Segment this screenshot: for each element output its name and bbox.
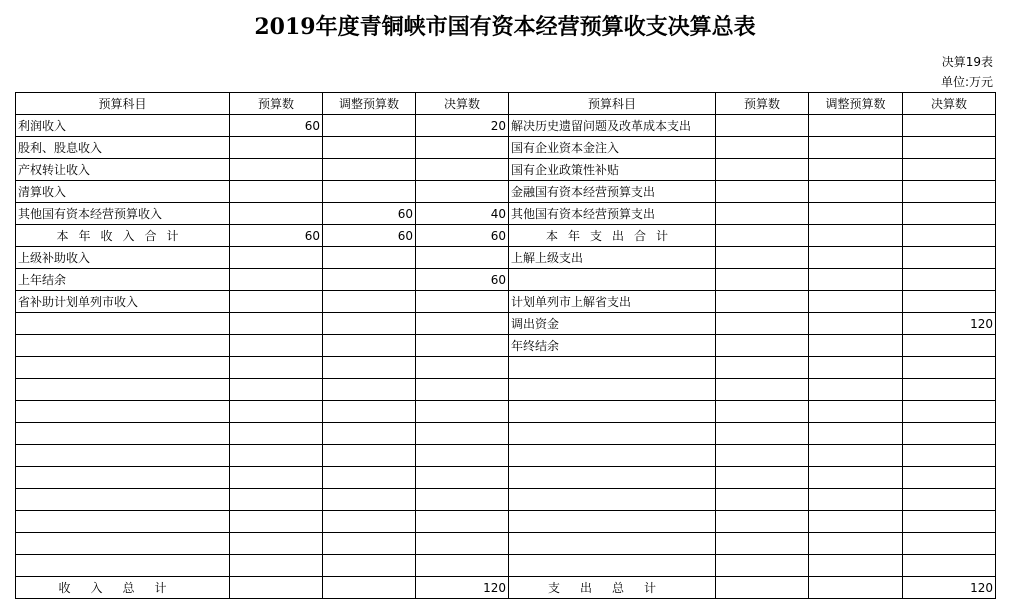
cell-expense-subject: 其他国有资本经营预算支出 <box>509 203 716 225</box>
cell-income-subject: 上年结余 <box>16 269 230 291</box>
cell-income-budget <box>230 423 323 445</box>
cell-income-budget <box>230 401 323 423</box>
cell-income-budget: 60 <box>230 225 323 247</box>
cell-expense-adjusted <box>809 137 903 159</box>
cell-income-adjusted <box>323 511 416 533</box>
cell-income-subject: 其他国有资本经营预算收入 <box>16 203 230 225</box>
cell-expense-final <box>903 357 996 379</box>
cell-expense-subject: 国有企业政策性补贴 <box>509 159 716 181</box>
cell-income-budget <box>230 467 323 489</box>
cell-income-final <box>416 357 509 379</box>
cell-expense-budget <box>716 181 809 203</box>
cell-expense-adjusted <box>809 401 903 423</box>
cell-expense-subject: 年终结余 <box>509 335 716 357</box>
header-expense-budget: 预算数 <box>716 93 809 115</box>
cell-expense-final <box>903 115 996 137</box>
cell-expense-final: 120 <box>903 577 996 599</box>
cell-expense-final <box>903 533 996 555</box>
cell-income-budget <box>230 511 323 533</box>
table-row <box>16 577 996 599</box>
cell-income-adjusted <box>323 137 416 159</box>
cell-income-final: 120 <box>416 577 509 599</box>
cell-income-adjusted <box>323 357 416 379</box>
cell-income-adjusted <box>323 379 416 401</box>
table-row <box>16 445 996 467</box>
cell-income-adjusted <box>323 555 416 577</box>
cell-income-adjusted <box>323 335 416 357</box>
cell-expense-adjusted <box>809 379 903 401</box>
cell-income-budget <box>230 159 323 181</box>
cell-expense-final <box>903 401 996 423</box>
cell-expense-adjusted <box>809 115 903 137</box>
cell-income-budget <box>230 137 323 159</box>
cell-expense-subject <box>509 489 716 511</box>
cell-income-subject: 股利、股息收入 <box>16 137 230 159</box>
cell-income-budget <box>230 313 323 335</box>
table-row <box>16 225 996 247</box>
cell-expense-adjusted <box>809 313 903 335</box>
cell-income-budget <box>230 335 323 357</box>
header-income-subject: 预算科目 <box>16 93 230 115</box>
cell-income-final <box>416 181 509 203</box>
cell-expense-subject: 上解上级支出 <box>509 247 716 269</box>
table-row <box>16 401 996 423</box>
cell-income-final <box>416 467 509 489</box>
cell-expense-budget <box>716 335 809 357</box>
cell-income-subject: 上级补助收入 <box>16 247 230 269</box>
table-row <box>16 137 996 159</box>
cell-expense-final <box>903 181 996 203</box>
cell-expense-final <box>903 379 996 401</box>
cell-expense-adjusted <box>809 467 903 489</box>
cell-expense-budget <box>716 401 809 423</box>
cell-income-adjusted <box>323 247 416 269</box>
cell-expense-subject <box>509 555 716 577</box>
cell-expense-budget <box>716 555 809 577</box>
cell-expense-adjusted <box>809 335 903 357</box>
table-row <box>16 313 996 335</box>
cell-expense-subject <box>509 445 716 467</box>
cell-income-budget <box>230 181 323 203</box>
cell-income-final <box>416 445 509 467</box>
cell-expense-final <box>903 269 996 291</box>
table-row <box>16 181 996 203</box>
cell-income-final <box>416 291 509 313</box>
table-row <box>16 115 996 137</box>
cell-income-final <box>416 401 509 423</box>
cell-expense-subject: 解决历史遗留问题及改革成本支出 <box>509 115 716 137</box>
cell-expense-adjusted <box>809 247 903 269</box>
cell-income-budget <box>230 577 323 599</box>
cell-expense-adjusted <box>809 533 903 555</box>
header-income-final: 决算数 <box>416 93 509 115</box>
header-expense-subject: 预算科目 <box>509 93 716 115</box>
table-row <box>16 423 996 445</box>
cell-income-adjusted <box>323 489 416 511</box>
cell-income-adjusted: 60 <box>323 225 416 247</box>
cell-income-final <box>416 555 509 577</box>
unit-label: 单位:万元 <box>940 75 993 89</box>
cell-expense-budget <box>716 379 809 401</box>
cell-expense-final <box>903 511 996 533</box>
cell-income-subject <box>16 357 230 379</box>
cell-income-final <box>416 379 509 401</box>
cell-income-budget <box>230 555 323 577</box>
cell-income-adjusted <box>323 115 416 137</box>
cell-income-final: 40 <box>416 203 509 225</box>
cell-expense-subject: 调出资金 <box>509 313 716 335</box>
cell-income-subject <box>16 423 230 445</box>
cell-expense-subject <box>509 401 716 423</box>
cell-expense-budget <box>716 511 809 533</box>
cell-expense-budget <box>716 489 809 511</box>
cell-income-final <box>416 313 509 335</box>
table-row <box>16 291 996 313</box>
cell-expense-budget <box>716 115 809 137</box>
cell-expense-subject <box>509 269 716 291</box>
cell-expense-subject: 本年支出合计 <box>509 225 716 247</box>
cell-expense-budget <box>716 269 809 291</box>
cell-expense-budget <box>716 357 809 379</box>
cell-expense-adjusted <box>809 555 903 577</box>
table-row <box>16 533 996 555</box>
table-row <box>16 379 996 401</box>
cell-income-subject <box>16 467 230 489</box>
table-row <box>16 467 996 489</box>
cell-expense-budget <box>716 423 809 445</box>
cell-expense-subject <box>509 511 716 533</box>
cell-income-adjusted <box>323 159 416 181</box>
cell-expense-adjusted <box>809 445 903 467</box>
cell-income-budget <box>230 247 323 269</box>
cell-expense-adjusted <box>809 357 903 379</box>
cell-expense-budget <box>716 577 809 599</box>
cell-income-subject <box>16 335 230 357</box>
table-row <box>16 511 996 533</box>
cell-income-adjusted <box>323 269 416 291</box>
cell-income-budget <box>230 379 323 401</box>
cell-income-final <box>416 137 509 159</box>
table-code: 决算19表 <box>941 55 993 69</box>
table-row <box>16 357 996 379</box>
header-income-adjusted: 调整预算数 <box>323 93 416 115</box>
cell-income-subject <box>16 401 230 423</box>
cell-income-final: 20 <box>416 115 509 137</box>
cell-expense-subject <box>509 533 716 555</box>
cell-income-budget <box>230 489 323 511</box>
cell-income-subject: 省补助计划单列市收入 <box>16 291 230 313</box>
cell-expense-adjusted <box>809 203 903 225</box>
cell-expense-budget <box>716 137 809 159</box>
cell-income-adjusted <box>323 291 416 313</box>
cell-income-subject <box>16 555 230 577</box>
cell-expense-adjusted <box>809 577 903 599</box>
cell-income-subject: 产权转让收入 <box>16 159 230 181</box>
cell-income-subject <box>16 511 230 533</box>
cell-expense-subject <box>509 467 716 489</box>
cell-income-subject: 本年收入合计 <box>16 225 230 247</box>
cell-expense-adjusted <box>809 423 903 445</box>
cell-income-budget <box>230 357 323 379</box>
cell-income-subject <box>16 533 230 555</box>
table-row <box>16 269 996 291</box>
cell-expense-final: 120 <box>903 313 996 335</box>
cell-income-subject: 收入总计 <box>16 577 230 599</box>
cell-income-budget <box>230 445 323 467</box>
cell-income-budget <box>230 533 323 555</box>
cell-income-adjusted: 60 <box>323 203 416 225</box>
cell-income-final <box>416 335 509 357</box>
cell-expense-budget <box>716 467 809 489</box>
cell-expense-subject: 计划单列市上解省支出 <box>509 291 716 313</box>
table-row <box>16 247 996 269</box>
cell-expense-final <box>903 423 996 445</box>
cell-income-subject <box>16 489 230 511</box>
cell-expense-final <box>903 555 996 577</box>
cell-expense-budget <box>716 247 809 269</box>
cell-expense-subject: 金融国有资本经营预算支出 <box>509 181 716 203</box>
cell-expense-budget <box>716 203 809 225</box>
page-title: 2019年度青铜峡市国有资本经营预算收支决算总表 <box>254 14 756 40</box>
cell-income-budget <box>230 291 323 313</box>
cell-expense-final <box>903 225 996 247</box>
budget-table <box>15 92 996 599</box>
cell-income-final: 60 <box>416 225 509 247</box>
cell-expense-budget <box>716 291 809 313</box>
cell-income-final <box>416 247 509 269</box>
cell-expense-adjusted <box>809 489 903 511</box>
cell-income-final: 60 <box>416 269 509 291</box>
cell-expense-adjusted <box>809 291 903 313</box>
cell-income-final <box>416 489 509 511</box>
cell-expense-adjusted <box>809 225 903 247</box>
cell-income-adjusted <box>323 533 416 555</box>
cell-expense-budget <box>716 313 809 335</box>
cell-income-subject <box>16 313 230 335</box>
cell-expense-budget <box>716 225 809 247</box>
cell-income-adjusted <box>323 445 416 467</box>
cell-expense-final <box>903 489 996 511</box>
cell-expense-budget <box>716 533 809 555</box>
cell-expense-final <box>903 445 996 467</box>
header-expense-adjusted: 调整预算数 <box>809 93 903 115</box>
cell-income-budget <box>230 203 323 225</box>
cell-income-final <box>416 159 509 181</box>
cell-income-final <box>416 533 509 555</box>
cell-income-adjusted <box>323 401 416 423</box>
header-row <box>16 93 996 115</box>
table-row <box>16 203 996 225</box>
header-expense-final: 决算数 <box>903 93 996 115</box>
cell-expense-final <box>903 247 996 269</box>
cell-expense-final <box>903 291 996 313</box>
cell-income-subject: 利润收入 <box>16 115 230 137</box>
cell-income-final <box>416 423 509 445</box>
cell-income-adjusted <box>323 181 416 203</box>
cell-expense-budget <box>716 445 809 467</box>
cell-income-budget: 60 <box>230 115 323 137</box>
cell-expense-adjusted <box>809 269 903 291</box>
cell-expense-subject <box>509 357 716 379</box>
cell-expense-final <box>903 203 996 225</box>
cell-income-adjusted <box>323 313 416 335</box>
cell-expense-final <box>903 335 996 357</box>
cell-income-final <box>416 511 509 533</box>
cell-expense-subject: 国有企业资本金注入 <box>509 137 716 159</box>
cell-expense-adjusted <box>809 511 903 533</box>
cell-income-adjusted <box>323 467 416 489</box>
cell-income-subject <box>16 445 230 467</box>
cell-expense-subject <box>509 423 716 445</box>
cell-income-budget <box>230 269 323 291</box>
cell-expense-adjusted <box>809 181 903 203</box>
cell-income-adjusted <box>323 423 416 445</box>
cell-income-adjusted <box>323 577 416 599</box>
cell-income-subject <box>16 379 230 401</box>
table-row <box>16 555 996 577</box>
cell-expense-adjusted <box>809 159 903 181</box>
cell-expense-final <box>903 467 996 489</box>
cell-expense-budget <box>716 159 809 181</box>
table-row <box>16 159 996 181</box>
cell-expense-final <box>903 159 996 181</box>
cell-expense-final <box>903 137 996 159</box>
cell-expense-subject: 支出总计 <box>509 577 716 599</box>
cell-expense-subject <box>509 379 716 401</box>
cell-income-subject: 清算收入 <box>16 181 230 203</box>
table-row <box>16 335 996 357</box>
header-income-budget: 预算数 <box>230 93 323 115</box>
table-row <box>16 489 996 511</box>
